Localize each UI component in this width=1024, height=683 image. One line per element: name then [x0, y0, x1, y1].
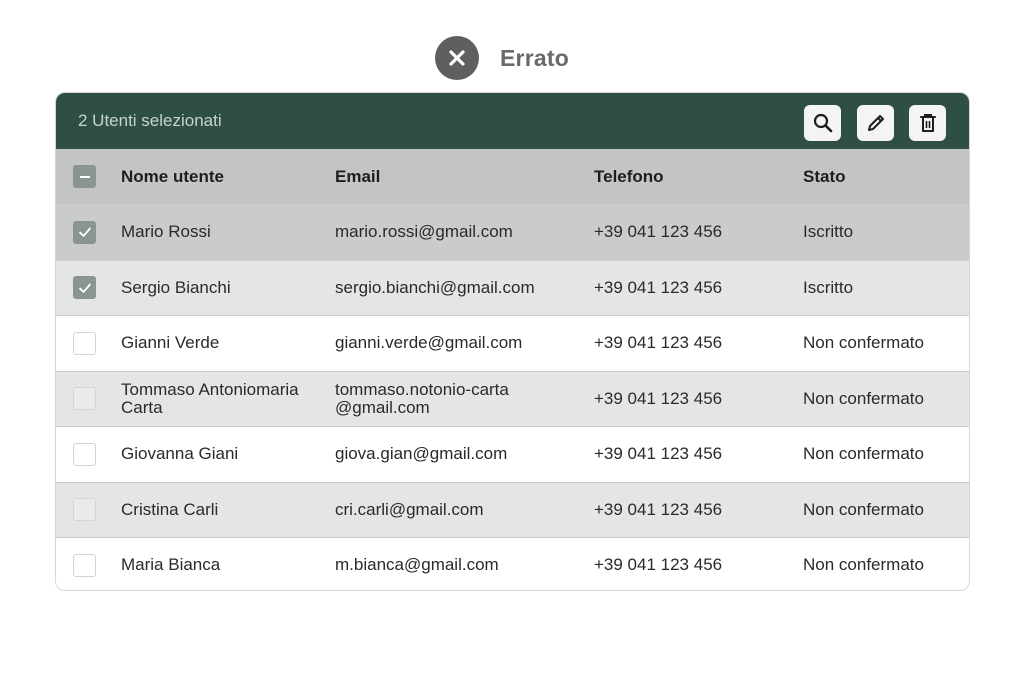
row-checkbox[interactable]	[73, 332, 96, 355]
user-status: Non confermato	[803, 388, 924, 408]
user-status: Iscritto	[803, 222, 854, 242]
row-checkbox[interactable]	[73, 276, 96, 299]
user-email: gianni.verde@gmail.com	[335, 333, 523, 353]
header-name[interactable]: Nome utente	[121, 166, 224, 186]
user-status: Iscritto	[803, 277, 854, 297]
selection-count: 2 Utenti selezionati	[78, 111, 222, 130]
check-icon	[77, 224, 93, 240]
user-name: Mario Rossi	[121, 222, 211, 242]
user-phone: +39 041 123 456	[594, 555, 723, 575]
check-icon	[77, 280, 93, 296]
user-email: cri.carli@gmail.com	[335, 499, 484, 519]
row-checkbox[interactable]	[73, 554, 96, 577]
table-row[interactable]	[56, 260, 969, 316]
row-checkbox[interactable]	[73, 387, 96, 410]
table-row[interactable]	[56, 537, 969, 591]
select-all-checkbox[interactable]	[73, 165, 96, 188]
user-phone: +39 041 123 456	[594, 499, 723, 519]
header-email[interactable]: Email	[335, 166, 381, 186]
table-header	[56, 149, 969, 204]
pencil-icon	[865, 112, 887, 134]
user-status: Non confermato	[803, 444, 924, 464]
row-checkbox[interactable]	[73, 221, 96, 244]
users-table	[55, 92, 970, 591]
user-phone: +39 041 123 456	[594, 277, 723, 297]
user-phone: +39 041 123 456	[594, 222, 723, 242]
user-name: Cristina Carli	[121, 499, 219, 519]
minus-icon	[78, 170, 92, 184]
header-phone[interactable]: Telefono	[594, 166, 664, 186]
user-email: m.bianca@gmail.com	[335, 555, 499, 575]
user-email: mario.rossi@gmail.com	[335, 222, 513, 242]
table-row[interactable]	[56, 371, 969, 427]
table-row[interactable]	[56, 426, 969, 482]
user-name: Gianni Verde	[121, 333, 220, 353]
close-icon	[435, 36, 479, 80]
user-email: sergio.bianchi@gmail.com	[335, 277, 535, 297]
user-email: tommaso.notonio-carta @gmail.com	[335, 379, 509, 417]
user-status: Non confermato	[803, 499, 924, 519]
user-name: Tommaso Antoniomaria Carta	[121, 379, 299, 417]
delete-button[interactable]	[909, 105, 946, 141]
trash-icon	[917, 112, 939, 134]
row-checkbox[interactable]	[73, 498, 96, 521]
user-name: Maria Bianca	[121, 555, 221, 575]
user-phone: +39 041 123 456	[594, 444, 723, 464]
header-status[interactable]: Stato	[803, 166, 846, 186]
user-email: giova.gian@gmail.com	[335, 444, 508, 464]
edit-button[interactable]	[857, 105, 894, 141]
user-phone: +39 041 123 456	[594, 333, 723, 353]
user-name: Sergio Bianchi	[121, 277, 231, 297]
search-icon	[812, 112, 834, 134]
row-checkbox[interactable]	[73, 443, 96, 466]
search-button[interactable]	[804, 105, 841, 141]
user-name: Giovanna Giani	[121, 444, 239, 464]
selection-toolbar	[56, 93, 969, 149]
user-status: Non confermato	[803, 555, 924, 575]
verdict-label: Errato	[500, 44, 569, 71]
table-row[interactable]	[56, 315, 969, 371]
table-row[interactable]	[56, 482, 969, 538]
verdict	[435, 36, 569, 80]
user-phone: +39 041 123 456	[594, 388, 723, 408]
table-row[interactable]	[56, 204, 969, 260]
user-status: Non confermato	[803, 333, 924, 353]
